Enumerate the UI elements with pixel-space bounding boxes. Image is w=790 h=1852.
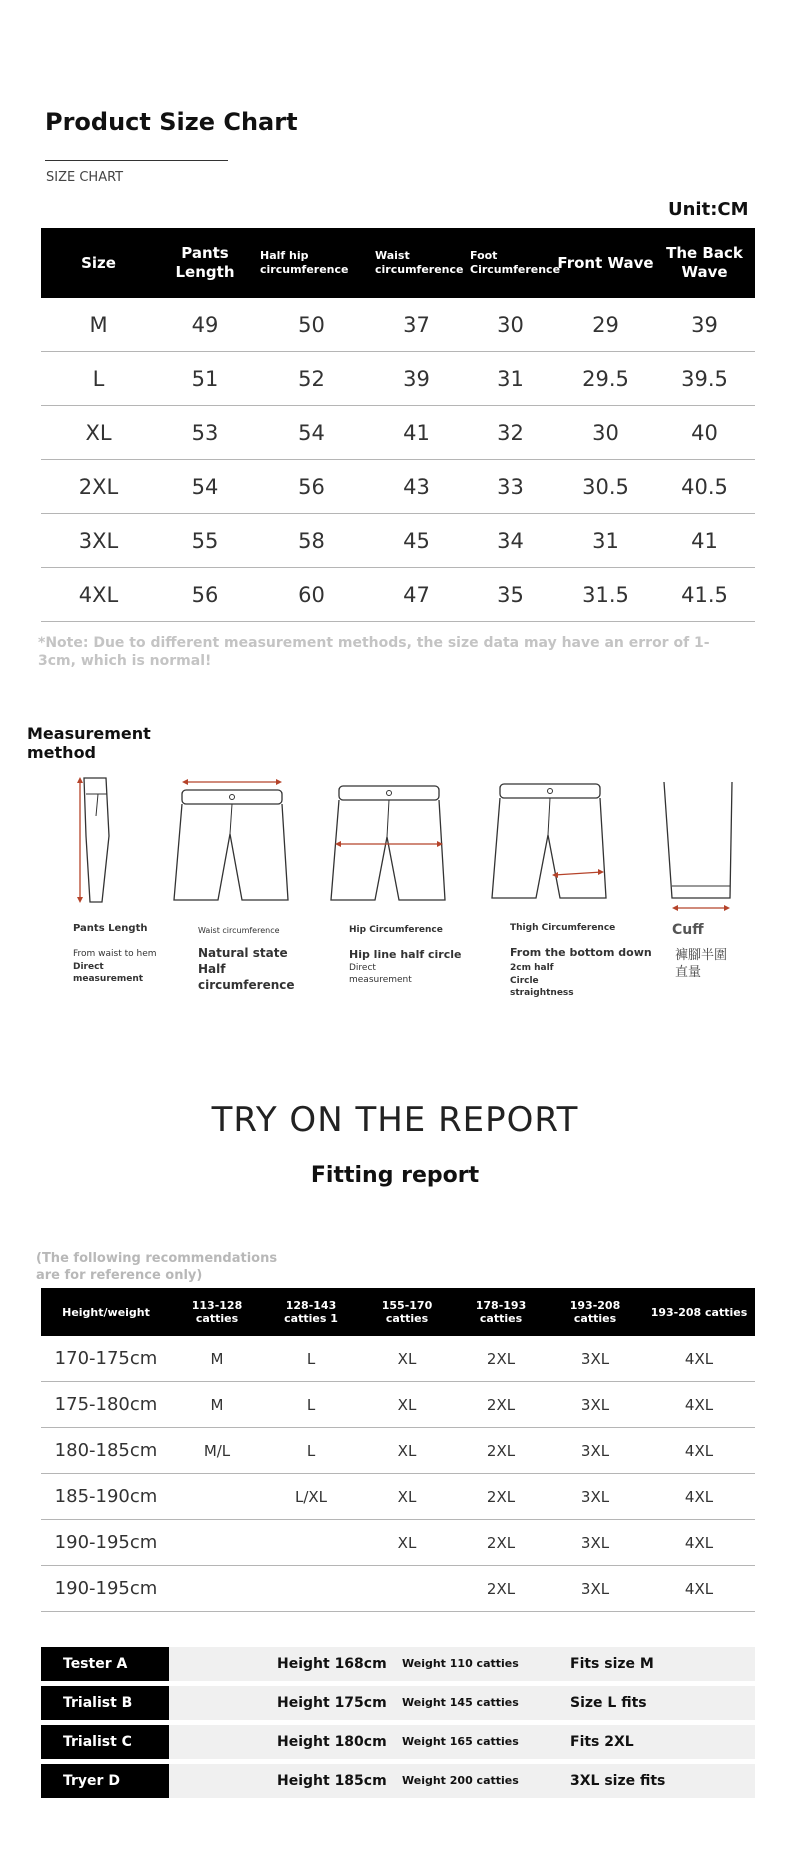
tester-fit: 3XL size fits xyxy=(570,1773,666,1789)
table-cell: 4XL xyxy=(684,1395,714,1414)
table-cell: M xyxy=(89,312,108,337)
table-cell: XL xyxy=(397,1441,417,1460)
measure-desc: 直量 xyxy=(675,965,702,980)
tester-list xyxy=(41,1647,755,1803)
table-cell: 39 xyxy=(691,312,718,337)
tester-weight: Weight 165 catties xyxy=(402,1735,519,1748)
table-cell: 2XL xyxy=(486,1349,516,1368)
table-cell: 40 xyxy=(691,420,718,445)
table-cell: 41 xyxy=(403,420,430,445)
tester-name: Trialist C xyxy=(41,1725,169,1759)
table-cell: L xyxy=(306,1395,316,1414)
table-cell: XL xyxy=(397,1395,417,1414)
measure-desc: Half xyxy=(198,962,226,976)
table-row xyxy=(41,1382,755,1428)
table-cell: 3XL xyxy=(78,528,119,553)
table-cell: 4XL xyxy=(684,1487,714,1506)
table-cell: 60 xyxy=(298,582,325,607)
measure-desc: measurement xyxy=(73,974,144,984)
table-cell: L/XL xyxy=(294,1487,328,1506)
measure-desc: Direct xyxy=(349,963,376,973)
table-row xyxy=(41,514,755,568)
table-cell: 2XL xyxy=(486,1579,516,1598)
table-cell: XL xyxy=(397,1487,417,1506)
table-cell: 4XL xyxy=(684,1441,714,1460)
table-row xyxy=(41,1520,755,1566)
table-row xyxy=(41,568,755,622)
tryon-title: TRY ON THE REPORT xyxy=(211,1100,579,1140)
table-cell: 30 xyxy=(497,312,524,337)
table-row xyxy=(41,298,755,352)
table-cell: 3XL xyxy=(580,1533,610,1552)
table-cell: 35 xyxy=(497,582,524,607)
tester-weight: Weight 145 catties xyxy=(402,1696,519,1709)
thigh-figure xyxy=(488,780,613,902)
table-cell: 54 xyxy=(298,420,325,445)
table-cell: 55 xyxy=(191,528,219,553)
table-cell: 41 xyxy=(691,528,718,553)
header-cell: 128-143 catties 1 xyxy=(284,1299,338,1325)
table-cell: 50 xyxy=(298,312,325,337)
table-cell: 2XL xyxy=(486,1395,516,1414)
table-cell: M xyxy=(210,1349,224,1368)
table-cell: 41.5 xyxy=(681,582,728,607)
table-cell: XL xyxy=(397,1533,417,1552)
page-title: Product Size Chart xyxy=(45,108,298,136)
table-row xyxy=(41,1566,755,1612)
table-cell: 4XL xyxy=(684,1579,714,1598)
table-cell: 3XL xyxy=(580,1349,610,1368)
header-cell: 193-208 catties xyxy=(569,1299,621,1325)
table-cell: 3XL xyxy=(580,1441,610,1460)
measure-label: Cuff xyxy=(672,922,704,938)
measure-desc: straightness xyxy=(510,988,574,998)
tester-row xyxy=(41,1764,755,1798)
table-row xyxy=(41,460,755,514)
reference-note: (The following recommendations are for reference only) xyxy=(36,1251,278,1283)
header-cell: Pants Length xyxy=(175,244,235,281)
table-cell: 175-180cm xyxy=(54,1394,158,1415)
pants-length-figure xyxy=(76,776,116,906)
measure-label: Waist circumference xyxy=(198,926,280,935)
table-cell: 2XL xyxy=(486,1487,516,1506)
tester-row xyxy=(41,1686,755,1720)
measurement-note: *Note: Due to different measurement methods, the size data may have an error of 1-3cm, which is normal! xyxy=(38,635,710,669)
table-cell: 40.5 xyxy=(681,474,728,499)
table-cell: 56 xyxy=(191,582,219,607)
table-row xyxy=(41,1428,755,1474)
tester-height: Height 180cm xyxy=(277,1734,387,1750)
table-cell: 4XL xyxy=(684,1533,714,1552)
table-cell: 2XL xyxy=(486,1441,516,1460)
cuff-figure xyxy=(660,780,735,915)
table-cell: 58 xyxy=(298,528,325,553)
tester-fit: Fits 2XL xyxy=(570,1734,634,1750)
table-cell: 30 xyxy=(592,420,619,445)
table-cell: 2XL xyxy=(486,1533,516,1552)
waist-figure xyxy=(170,774,295,904)
table-cell: 56 xyxy=(298,474,325,499)
size-table-header xyxy=(41,228,755,298)
tester-weight: Weight 200 catties xyxy=(402,1774,519,1787)
table-row xyxy=(41,1336,755,1382)
tester-name: Tester A xyxy=(41,1647,169,1681)
table-cell: 3XL xyxy=(580,1395,610,1414)
tester-fit: Size L fits xyxy=(570,1695,647,1711)
table-cell: 190-195cm xyxy=(54,1578,158,1599)
table-cell: 180-185cm xyxy=(54,1440,158,1461)
size-chart-table xyxy=(41,228,755,622)
table-cell: 31.5 xyxy=(582,582,629,607)
measure-desc: measurement xyxy=(349,975,412,985)
measure-desc: Circle xyxy=(510,976,539,986)
unit-label: Unit:CM xyxy=(668,199,749,220)
table-cell: 51 xyxy=(191,366,219,391)
header-cell: 155-170 catties xyxy=(381,1299,433,1325)
measure-desc: 褲腳半圍 xyxy=(675,948,728,963)
measurement-title: Measurement method xyxy=(27,724,151,762)
table-cell: 4XL xyxy=(684,1349,714,1368)
measure-desc: circumference xyxy=(198,978,295,992)
table-cell: 52 xyxy=(298,366,325,391)
measure-desc: Direct xyxy=(73,962,104,972)
measure-label: Hip Circumference xyxy=(349,925,443,935)
measure-label: Thigh Circumference xyxy=(510,923,616,933)
table-cell: 47 xyxy=(403,582,430,607)
table-cell: XL xyxy=(397,1349,417,1368)
fitting-table-header xyxy=(41,1288,755,1336)
table-cell: 39 xyxy=(403,366,430,391)
table-cell: 3XL xyxy=(580,1487,610,1506)
table-cell: 32 xyxy=(497,420,524,445)
tester-height: Height 175cm xyxy=(277,1695,387,1711)
table-cell: L xyxy=(92,366,105,391)
measure-desc: Hip line half circle xyxy=(349,948,462,961)
measure-desc: Natural state xyxy=(198,946,288,960)
table-row xyxy=(41,406,755,460)
measure-desc: 2cm half xyxy=(510,963,554,973)
table-cell: 29.5 xyxy=(582,366,629,391)
tester-fit: Fits size M xyxy=(570,1656,654,1672)
table-cell: 4XL xyxy=(78,582,119,607)
header-cell: Waist circumference xyxy=(375,249,464,276)
header-cell: Front Wave xyxy=(557,253,654,272)
header-cell: 113-128 catties xyxy=(191,1299,243,1325)
tester-row xyxy=(41,1725,755,1759)
table-cell: 29 xyxy=(592,312,619,337)
table-cell: 43 xyxy=(403,474,430,499)
table-cell: 2XL xyxy=(78,474,119,499)
table-row xyxy=(41,1474,755,1520)
header-cell: 193-208 catties xyxy=(650,1305,748,1319)
table-cell: 54 xyxy=(191,474,219,499)
table-cell: 170-175cm xyxy=(54,1348,158,1369)
table-cell: 190-195cm xyxy=(54,1532,158,1553)
tester-weight: Weight 110 catties xyxy=(402,1657,519,1670)
header-cell: Half hip circumference xyxy=(260,249,349,276)
tester-name: Trialist B xyxy=(41,1686,169,1720)
measure-desc: From the bottom down xyxy=(510,946,652,959)
table-cell: 39.5 xyxy=(681,366,728,391)
table-cell: 30.5 xyxy=(582,474,629,499)
table-cell: 45 xyxy=(403,528,430,553)
table-cell: 33 xyxy=(497,474,524,499)
header-cell: The Back Wave xyxy=(666,244,743,281)
table-cell: 34 xyxy=(497,528,524,553)
table-cell: 49 xyxy=(191,312,219,337)
header-cell: Foot Circumference xyxy=(470,249,561,276)
table-cell: 185-190cm xyxy=(54,1486,158,1507)
header-cell: Size xyxy=(81,253,116,272)
tester-height: Height 185cm xyxy=(277,1773,387,1789)
table-cell: L xyxy=(306,1349,316,1368)
fitting-table xyxy=(41,1288,755,1612)
table-cell: XL xyxy=(85,420,112,445)
table-row xyxy=(41,352,755,406)
table-cell: 31 xyxy=(592,528,619,553)
page-subtitle: SIZE CHART xyxy=(46,170,124,185)
tester-name: Tryer D xyxy=(41,1764,169,1798)
table-cell: 37 xyxy=(403,312,430,337)
measure-label: Pants Length xyxy=(73,923,148,934)
header-cell: Height/weight xyxy=(62,1305,150,1319)
title-divider xyxy=(45,160,228,161)
tester-height: Height 168cm xyxy=(277,1656,387,1672)
fitting-report-title: Fitting report xyxy=(310,1163,480,1188)
table-cell: M xyxy=(210,1395,224,1414)
hip-figure xyxy=(327,782,452,904)
tester-row xyxy=(41,1647,755,1681)
measure-desc: From waist to hem xyxy=(73,949,157,959)
table-cell: 3XL xyxy=(580,1579,610,1598)
table-cell: M/L xyxy=(203,1441,231,1460)
table-cell: L xyxy=(306,1441,316,1460)
table-cell: 53 xyxy=(191,420,219,445)
header-cell: 178-193 catties xyxy=(475,1299,527,1325)
table-cell: 31 xyxy=(497,366,524,391)
